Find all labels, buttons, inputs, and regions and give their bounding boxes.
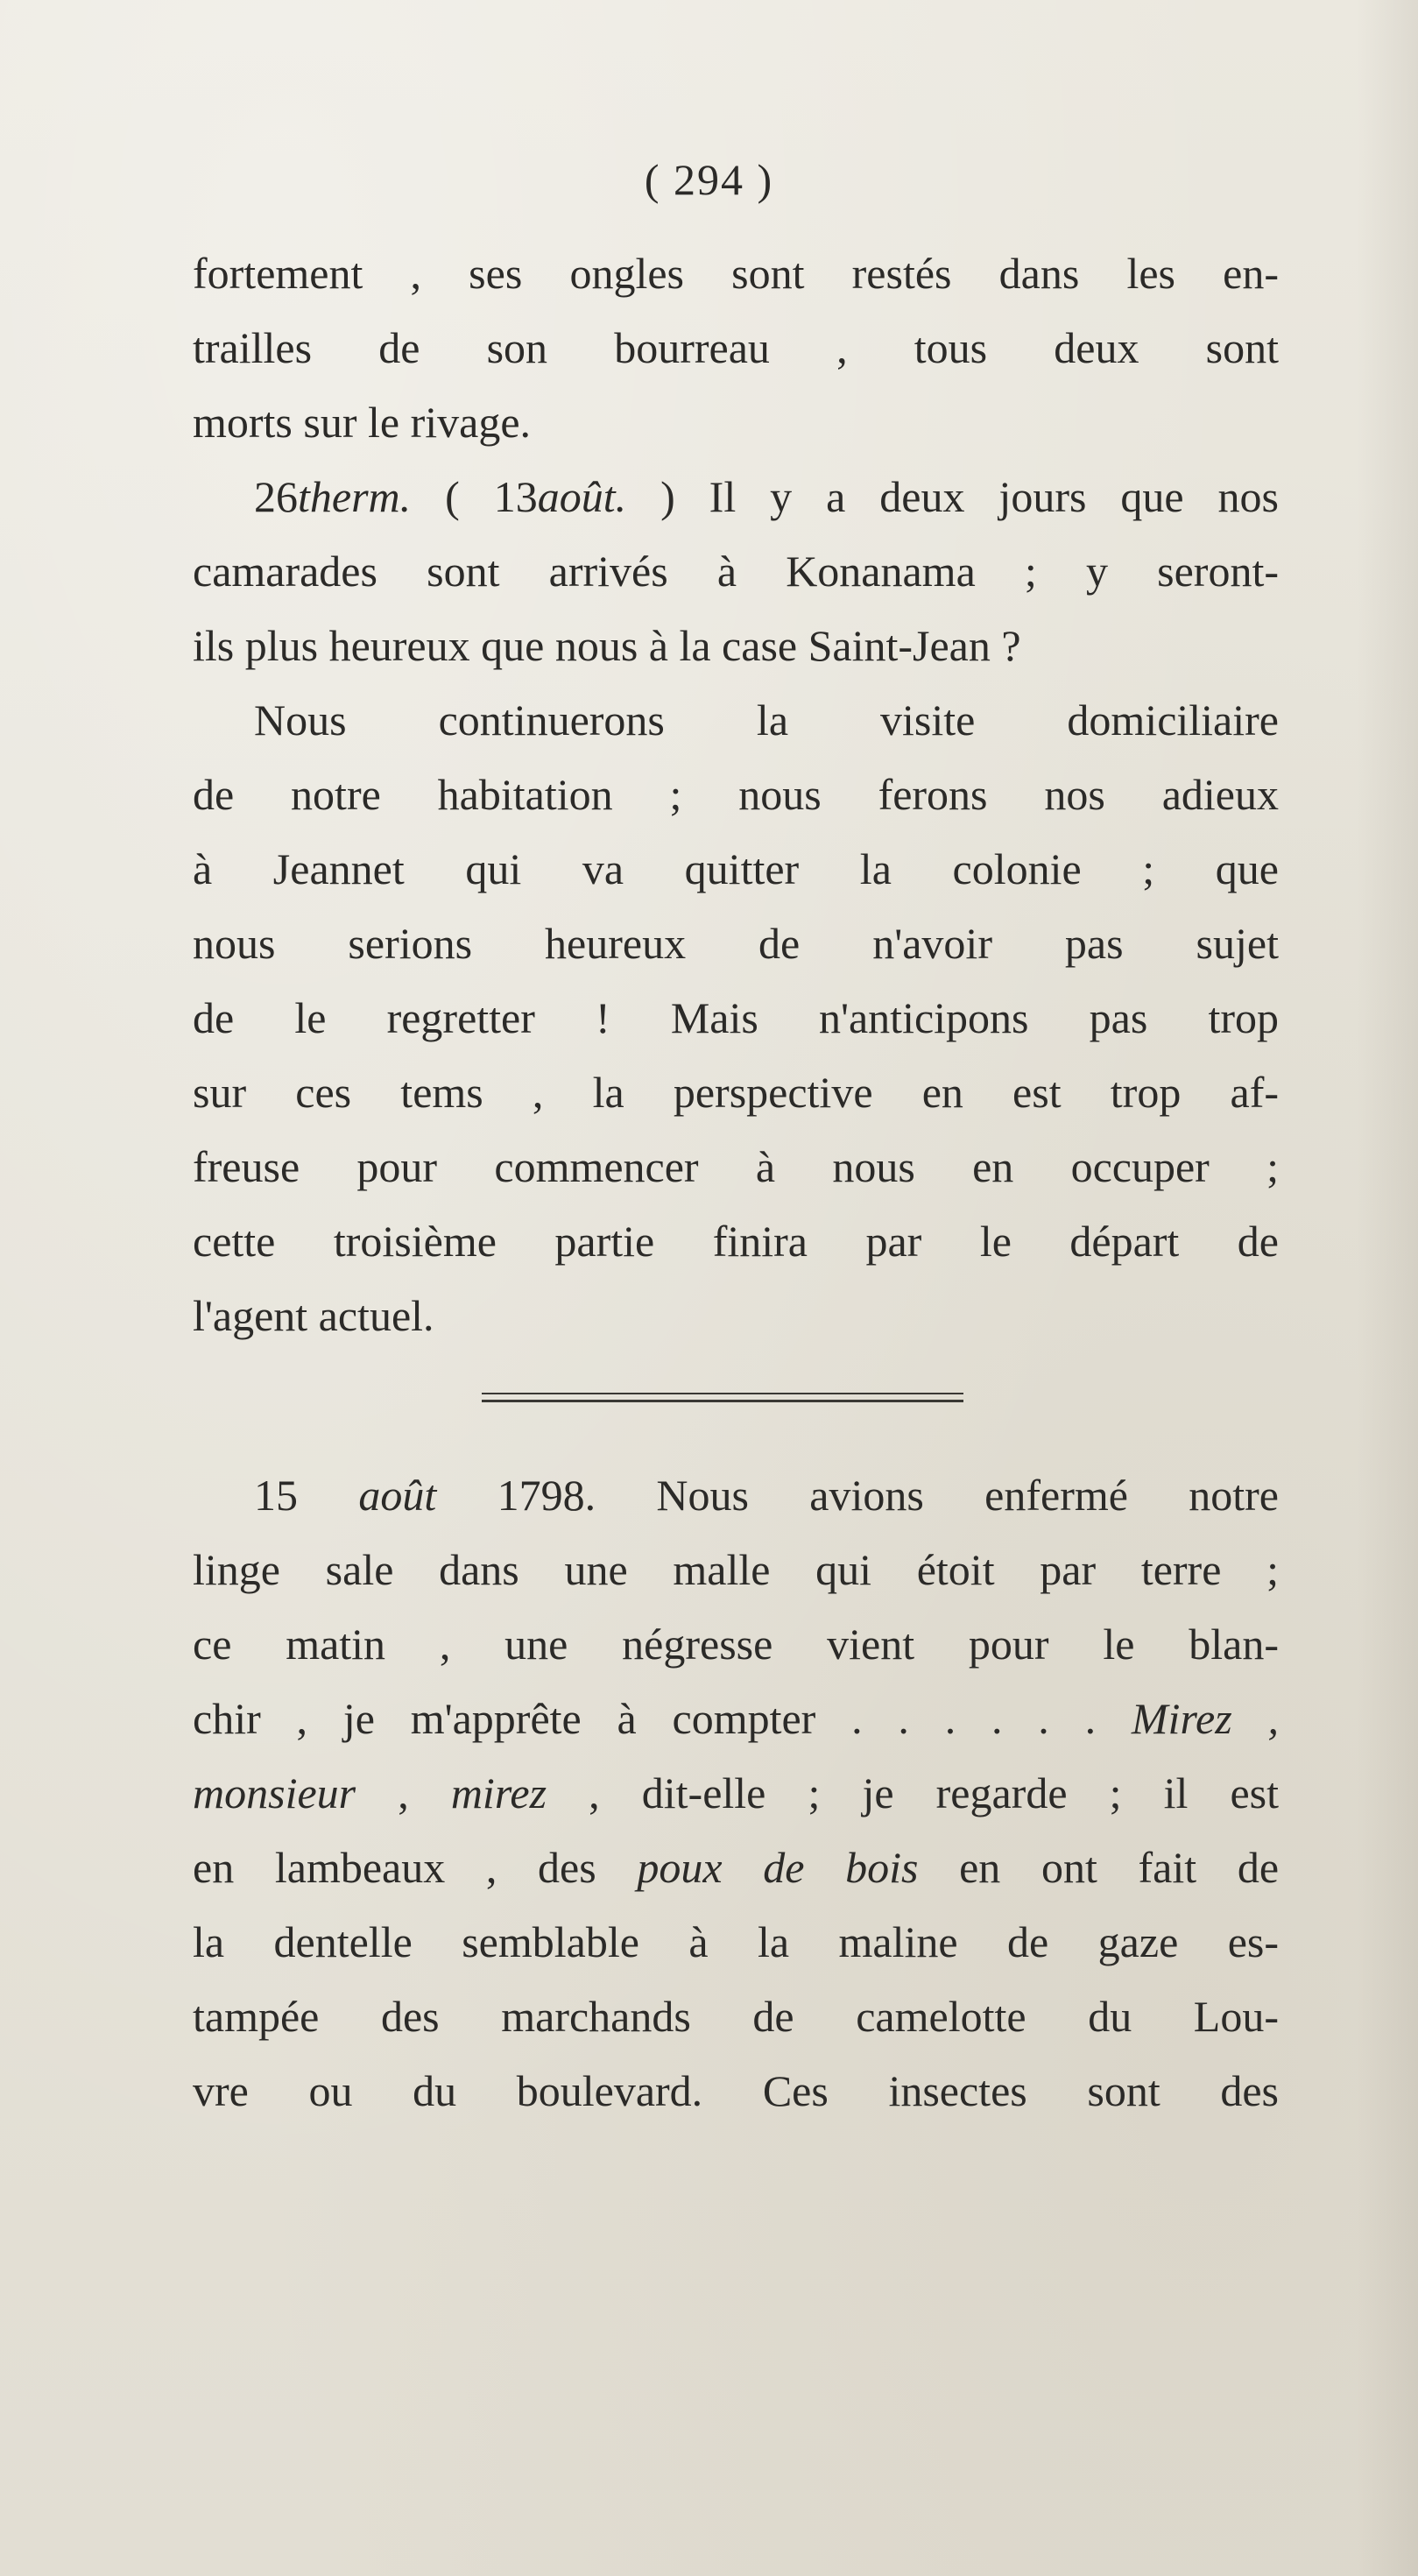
text-fragment: ) Il y a deux jours que nos: [626, 472, 1279, 521]
section-separator: [482, 1393, 963, 1403]
text-line: [193, 460, 1279, 534]
italic-word: Mirez ,: [1131, 1694, 1279, 1743]
text-line: [193, 1682, 1279, 1756]
separator-rule-thick: [482, 1400, 963, 1402]
paragraph-visite: [193, 683, 1279, 1353]
text-line: l'agent actuel.: [193, 1291, 434, 1340]
text-line: [193, 1458, 1279, 1533]
paragraph-15-aout-1798: [193, 1458, 1279, 2128]
text-line: [193, 1831, 1279, 1905]
month-therm: therm.: [298, 472, 412, 521]
text-fragment: ,: [356, 1768, 451, 1817]
page-number: ( 294 ): [644, 155, 774, 204]
text-line: linge sale dans une malle qui étoit par terre ;: [193, 1545, 1279, 1594]
text-line: vre ou du boulevard. Ces insectes sont des: [193, 2066, 1279, 2115]
text-fragment: en lambeaux , des: [193, 1843, 638, 1892]
paragraph-continuation: [193, 236, 1279, 460]
text-line: Nous continuerons la visite domiciliaire: [254, 695, 1279, 745]
text-line: de le regretter ! Mais n'anticipons pas trop: [193, 993, 1279, 1042]
italic-phrase: poux de bois: [637, 1843, 919, 1892]
text-line: morts sur le rivage.: [193, 398, 532, 447]
paragraph-26-therm: [193, 460, 1279, 683]
text-line: la dentelle semblable à la maline de gaze es-: [193, 1917, 1279, 1966]
date-day: 26: [254, 472, 298, 521]
month-aout: août.: [537, 472, 627, 521]
text-line: ce matin , une négresse vient pour le blan-: [193, 1620, 1279, 1669]
separator-rule-thin: [482, 1393, 963, 1394]
text-line: freuse pour commencer à nous en occuper ;: [193, 1142, 1279, 1191]
text-line: à Jeannet qui va quitter la colonie ; que: [193, 844, 1279, 893]
text-fragment: ( 13: [411, 472, 538, 521]
date-day: 15: [254, 1471, 359, 1520]
italic-word: mirez: [450, 1768, 547, 1817]
text-line: fortement , ses ongles sont restés dans les en-: [193, 249, 1279, 298]
text-line: tampée des marchands de camelotte du Lou-: [193, 1992, 1279, 2041]
text-fragment: , dit-elle ; je regarde ; il est: [547, 1768, 1280, 1817]
text-line: nous serions heureux de n'avoir pas sujet: [193, 919, 1279, 968]
text-line: de notre habitation ; nous ferons nos adieux: [193, 770, 1279, 819]
text-line: [193, 1756, 1279, 1831]
text-fragment: chir , je m'apprête à compter . . . . . .: [193, 1694, 1132, 1743]
text-line: camarades sont arrivés à Konanama ; y seront-: [193, 547, 1279, 596]
month-aout: août: [358, 1471, 437, 1520]
text-fragment: 1798. Nous avions enfermé notre: [436, 1471, 1279, 1520]
text-line: sur ces tems , la perspective en est trop af-: [193, 1068, 1279, 1117]
text-fragment: en ont fait de: [918, 1843, 1280, 1892]
italic-word: monsieur: [193, 1768, 356, 1817]
text-line: ils plus heureux que nous à la case Saint-Jean ?: [193, 621, 1021, 670]
text-line: trailles de son bourreau , tous deux sont: [193, 323, 1279, 372]
text-line: cette troisième partie finira par le départ de: [193, 1217, 1279, 1266]
